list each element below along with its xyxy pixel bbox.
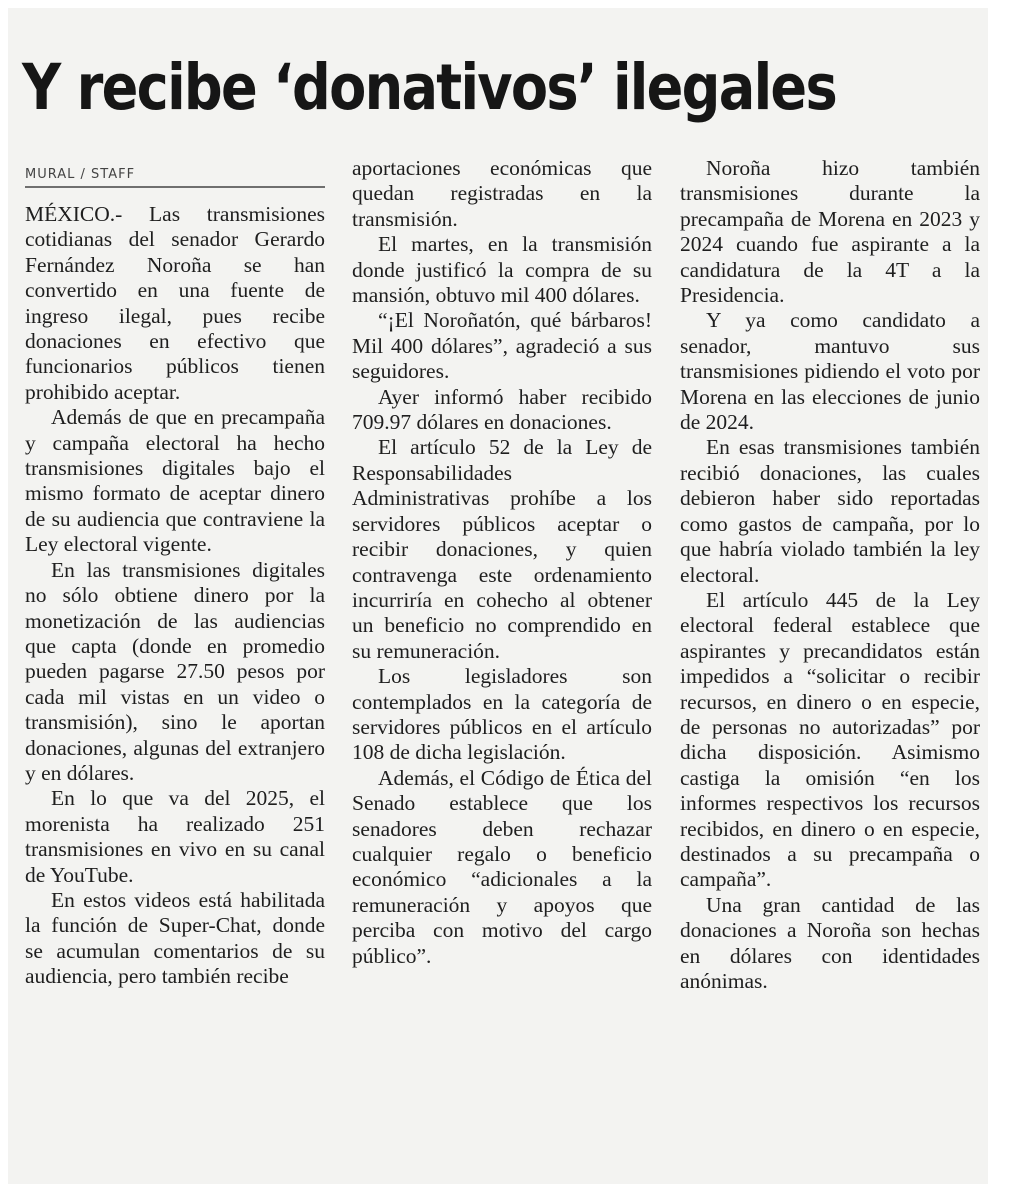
paragraph: Además de que en precampaña y campaña electoral ha hecho transmisiones digitales bajo el mismo formato de aceptar dinero de su audiencia que contraviene la Ley electoral vigente. [25,405,325,557]
paragraph: MÉXICO.- Las transmisiones cotidianas del senador Gerardo Fernández Noroña se han convertido en una fuente de ingreso ilegal, pues recibe donaciones en efectivo que funcionarios públicos tienen prohibido aceptar. [25,202,325,404]
article-column-2 [352,156,652,969]
paragraph: Ayer informó haber recibido 709.97 dólares en donaciones. [352,384,652,435]
paragraph: En esas transmisiones también recibió donaciones, las cuales debieron haber sido reportadas como gastos de campaña, por lo que habría violado también la ley electoral. [680,435,980,587]
paragraph: En lo que va del 2025, el morenista ha realizado 251 transmisiones en vivo en su canal de YouTube. [25,786,325,887]
paragraph: Los legisladores son contemplados en la categoría de servidores públicos en el artículo 108 de dicha legislación. [352,664,652,765]
article-column-1 [25,158,325,990]
paragraph: Y ya como candidato a senador, mantuvo sus transmisiones pidiendo el voto por Morena en las elecciones de junio de 2024. [680,308,980,435]
byline: MURAL / STAFF [25,164,325,188]
newspaper-clipping [8,8,988,1184]
paragraph: El martes, en la transmisión donde justificó la compra de su mansión, obtuvo mil 400 dólares. [352,232,652,308]
paragraph: aportaciones económicas que quedan registradas en la transmisión. [352,156,652,231]
paragraph: En estos videos está habilitada la función de Super-Chat, donde se acumulan comentarios de su audiencia, pero también recibe [25,887,325,989]
paragraph: Además, el Código de Ética del Senado establece que los senadores deben rechazar cualquier regalo o beneficio económico “adicionales a la remuneración y apoyos que perciba con motivo del cargo público”. [352,765,652,968]
paragraph: El artículo 445 de la Ley electoral federal establece que aspirantes y precandidatos están impedidos a “solicitar o recibir recursos, en dinero o en especie, de personas no autorizadas” por dicha disposición. Asimismo castiga la omisión “en los informes respectivos los recursos recibidos, en dinero o en especie, destinados a su precampaña o campaña”. [680,587,980,892]
paragraph: En las transmisiones digitales no sólo obtiene dinero por la monetización de las audiencias que capta (donde en promedio pueden pagarse 27.50 pesos por cada mil vistas en un video o transmisión), sino le aportan donaciones, algunas del extranjero y en dólares. [25,557,325,785]
paragraph: Noroña hizo también transmisiones durante la precampaña de Morena en 2023 y 2024 cuando fue aspirante a la candidatura de la 4T a la Presidencia. [680,156,980,308]
paragraph: “¡El Noroñatón, qué bárbaros! Mil 400 dólares”, agradeció a sus seguidores. [352,308,652,384]
article-column-3 [680,156,980,994]
paragraph: Una gran cantidad de las donaciones a Noroña son hechas en dólares con identidades anónimas. [680,892,980,993]
paragraph: El artículo 52 de la Ley de Responsabilidades Administrativas prohíbe a los servidores públicos aceptar o recibir donaciones, y quien contravenga este ordenamiento incurriría en cohecho al obtener un beneficio no comprendido en su remuneración. [352,435,652,663]
headline: Y recibe ‘donativos’ ilegales [22,51,836,124]
